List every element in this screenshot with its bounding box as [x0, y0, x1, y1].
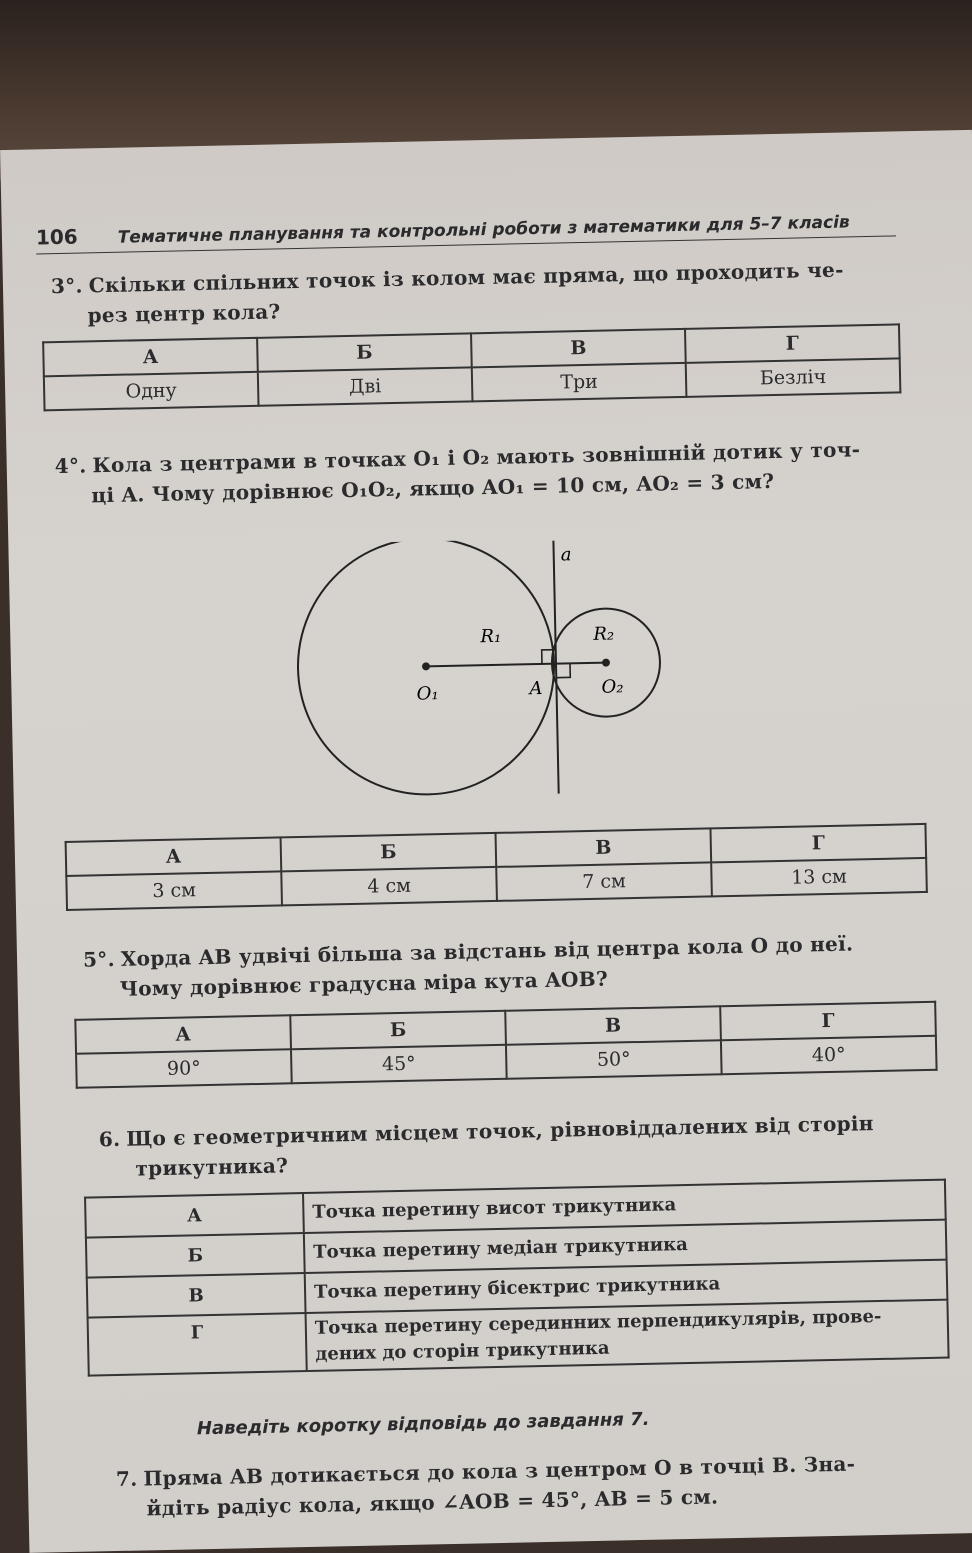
point-o2 — [602, 659, 610, 667]
answer-value: 90° — [76, 1049, 292, 1087]
question-number: 3°. — [50, 273, 83, 299]
page-number: 106 — [35, 224, 78, 250]
question-4 — [54, 433, 915, 511]
label-a: A — [529, 677, 543, 700]
label-o2: O₂ — [601, 676, 624, 698]
answer-value: 40° — [721, 1036, 937, 1074]
option-text: Точка перетину медіан трикутника — [304, 1220, 947, 1273]
option-letter: Б — [86, 1233, 305, 1278]
question-3 — [51, 253, 912, 331]
question-text: йдіть радіус кола, якщо ∠AOB = 45°, AB = 5 см. — [146, 1484, 719, 1521]
option-letter: Г — [88, 1313, 307, 1376]
question-text: ці A. Чому дорівнює O₁O₂, якщо AO₁ = 10 см, AO₂ = 3 см? — [91, 469, 775, 508]
answer-value: 4 см — [281, 867, 497, 905]
answer-letter: Г — [685, 324, 900, 362]
label-o1: O₁ — [416, 683, 439, 705]
question-number: 6. — [98, 1126, 121, 1152]
question-7 — [116, 1446, 957, 1524]
answer-letter: А — [75, 1015, 291, 1053]
answer-value: Безліч — [686, 358, 901, 396]
answer-value: Дві — [258, 367, 473, 405]
question-text: Пряма AB дотикається до кола з центром O в точці B. Зна- — [143, 1451, 856, 1491]
answer-letter: В — [496, 828, 712, 866]
question-5 — [83, 927, 944, 1005]
option-letter: А — [85, 1193, 304, 1238]
question-text: Чому дорівнює градусна міра кута AOB? — [119, 966, 609, 1001]
label-r2: R₂ — [593, 623, 615, 645]
instruction-hint: Наведіть коротку відповідь до завдання 7. — [196, 1408, 650, 1440]
answer-value: 45° — [291, 1045, 507, 1083]
answer-value: 13 см — [711, 858, 927, 896]
answer-value: 7 см — [496, 862, 712, 900]
tangent-circles-figure — [278, 536, 704, 815]
answer-table-q3 — [42, 323, 901, 411]
answer-letter: А — [43, 338, 258, 376]
question-text: трикутника? — [135, 1153, 289, 1181]
answer-letter: В — [505, 1006, 721, 1044]
answer-letter: Г — [720, 1002, 936, 1040]
answer-letter: Б — [281, 833, 497, 871]
answer-table-q6 — [84, 1179, 950, 1377]
question-6 — [99, 1107, 950, 1185]
question-text: Хорда AB удвічі більша за відстань від центра кола O до неї. — [120, 931, 854, 971]
running-head — [36, 207, 896, 254]
point-o1 — [422, 662, 430, 670]
label-r1: R₁ — [480, 625, 502, 648]
question-text: Що є геометричним місцем точок, рівновіддалених від сторін — [126, 1111, 874, 1151]
answer-letter: Б — [257, 333, 472, 371]
answer-letter: А — [66, 837, 282, 875]
option-text: Точка перетину бісектрис трикутника — [305, 1260, 948, 1313]
answer-letter: В — [471, 329, 686, 367]
question-number: 4°. — [54, 453, 87, 479]
answer-value: Три — [472, 363, 687, 401]
book-title: Тематичне планування та контрольні роботи з математики для 5–7 класів — [117, 212, 850, 248]
answer-value: 50° — [506, 1040, 722, 1078]
option-letter: В — [87, 1273, 306, 1318]
question-number: 5°. — [82, 946, 116, 972]
option-text: Точка перетину серединних перпендикулярів, прове- дених до сторін трикутника — [306, 1300, 949, 1371]
answer-value: 3 см — [66, 871, 282, 909]
label-line-a: a — [560, 544, 572, 566]
option-text: Точка перетину висот трикутника — [303, 1180, 946, 1233]
center-segment — [426, 663, 606, 667]
question-text: Скільки спільних точок із колом має пряма, що проходить че- — [88, 257, 844, 298]
answer-letter: Б — [290, 1011, 506, 1049]
book-page — [0, 130, 972, 1553]
answer-value: Одну — [44, 372, 259, 410]
right-angle-mark — [556, 663, 570, 677]
question-text: Кола з центрами в точках O₁ і O₂ мають зовнішній дотик у точ- — [92, 437, 861, 478]
question-number: 7. — [115, 1466, 138, 1492]
answer-table-q4 — [65, 823, 928, 911]
question-text: рез центр кола? — [87, 299, 281, 328]
answer-letter: Г — [710, 824, 926, 862]
answer-table-q5 — [74, 1001, 937, 1089]
